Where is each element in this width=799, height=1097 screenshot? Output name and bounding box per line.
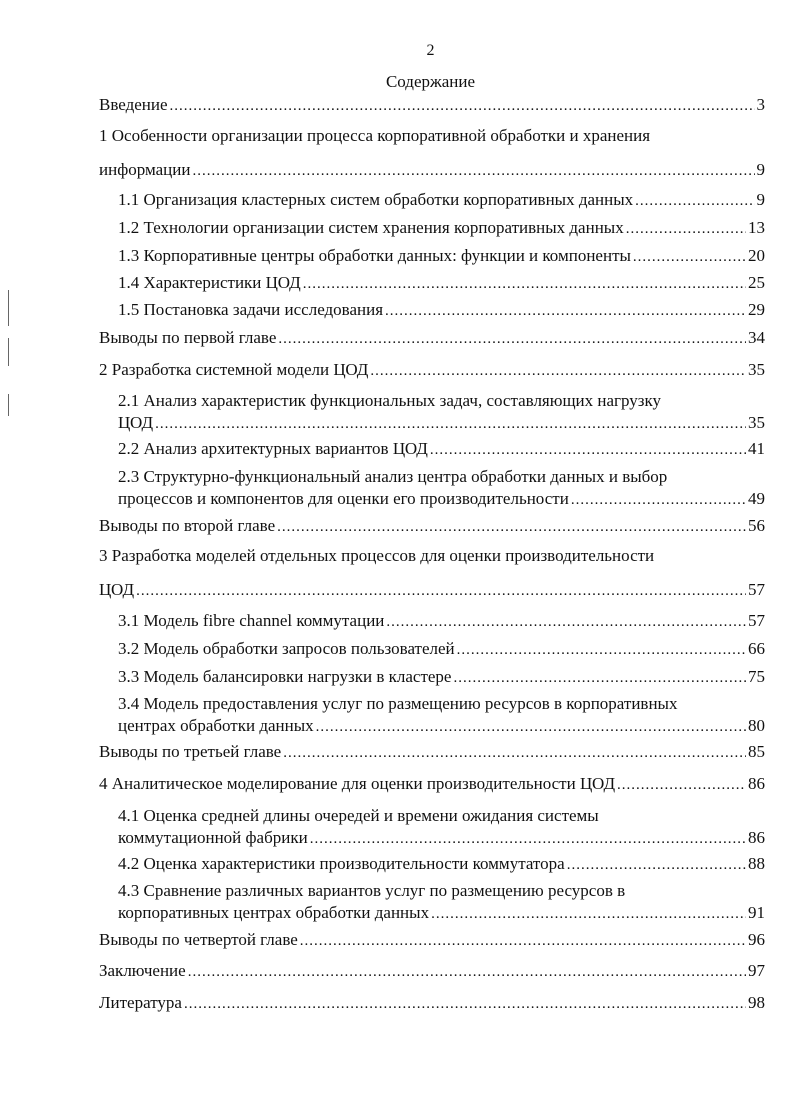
toc-entry-text: 3 Разработка моделей отдельных процессов для оценки производительности — [99, 546, 655, 565]
toc-entry-s4-1 — [118, 805, 765, 849]
toc-entry-s3-3 — [118, 666, 765, 688]
toc-page-number: 96 — [748, 930, 765, 949]
dot-leader — [635, 190, 754, 212]
toc-entry-text: 2.3 Структурно-функциональный анализ центра обработки данных и выбор — [118, 467, 668, 486]
toc-page-number: 35 — [748, 413, 765, 432]
toc-entry-title: Заключение — [99, 961, 186, 980]
toc-entry-title: 4.2 Оценка характеристики производительности коммутатора — [118, 854, 565, 873]
toc-entry-s1-4 — [118, 272, 765, 294]
toc-page-number: 49 — [748, 489, 765, 508]
toc-page-number: 35 — [748, 360, 765, 379]
dot-leader — [633, 246, 746, 268]
toc-entry-title: 3.3 Модель балансировки нагрузки в кластере — [118, 667, 452, 686]
dot-leader — [617, 774, 746, 796]
toc-page-number: 9 — [756, 160, 765, 179]
dot-leader — [316, 716, 746, 738]
toc-entry-title: Выводы по второй главе — [99, 516, 276, 535]
toc-entry-title: 1.1 Организация кластерных систем обработки корпоративных данных — [118, 190, 634, 209]
toc-entry-text: 4.3 Сравнение различных вариантов услуг по размещению ресурсов в — [118, 881, 626, 900]
toc-entry-text: 4.1 Оценка средней длины очередей и времени ожидания системы — [118, 806, 599, 825]
toc-entry-title: Выводы по третьей главе — [99, 742, 282, 761]
toc-entry-title: ЦОД — [118, 413, 154, 432]
toc-entry-title: информации — [99, 160, 191, 179]
toc-entry-concl1 — [99, 327, 765, 349]
toc-entry-title: 3.1 Модель fibre channel коммутации — [118, 611, 385, 630]
toc-entry-conclusion — [99, 960, 765, 982]
dot-leader — [155, 413, 746, 435]
toc-entry-title: Выводы по первой главе — [99, 328, 277, 347]
toc-entry-title: Выводы по четвертой главе — [99, 930, 298, 949]
toc-entry-ch1 — [99, 125, 765, 181]
toc-page-number: 86 — [748, 828, 765, 847]
margin-mark — [8, 338, 9, 366]
dot-leader — [188, 961, 746, 983]
toc-entry-ch2 — [99, 359, 765, 381]
toc-page-number: 20 — [748, 246, 765, 265]
toc-entry-s4-2 — [118, 853, 765, 875]
toc-entry-title: 1.2 Технологии организации систем хранения корпоративных данных — [118, 218, 624, 237]
dot-leader — [136, 580, 746, 602]
toc-entry-title: 3.2 Модель обработки запросов пользователей — [118, 639, 455, 658]
dot-leader — [626, 218, 746, 240]
toc-page-number: 34 — [748, 328, 765, 347]
toc-entry-concl4 — [99, 929, 765, 951]
toc-page-number: 80 — [748, 716, 765, 735]
toc-page-number: 57 — [748, 580, 765, 599]
toc-page-number: 56 — [748, 516, 765, 535]
toc-entry-concl3 — [99, 741, 765, 763]
toc-entry-s1-3 — [118, 245, 765, 267]
toc-page-number: 86 — [748, 774, 765, 793]
toc-entry-text: 3.4 Модель предоставления услуг по размещению ресурсов в корпоративных — [118, 694, 678, 713]
dot-leader — [385, 300, 746, 322]
toc-entry-title: коммутационной фабрики — [118, 828, 308, 847]
dot-leader — [431, 903, 746, 925]
toc-page-number: 41 — [748, 439, 765, 458]
toc-entry-title: 1.5 Постановка задачи исследования — [118, 300, 384, 319]
toc-page-number: 57 — [748, 611, 765, 630]
toc-entry-title: процессов и компонентов для оценки его производительности — [118, 489, 569, 508]
dot-leader — [283, 742, 746, 764]
toc-entry-text: 2.1 Анализ характеристик функциональных задач, составляющих нагрузку — [118, 391, 662, 410]
toc-entry-text: 1 Особенности организации процесса корпоративной обработки и хранения — [99, 126, 651, 145]
toc-entry-title: Введение — [99, 95, 168, 114]
toc-entry-title: 2 Разработка системной модели ЦОД — [99, 360, 369, 379]
dot-leader — [386, 611, 746, 633]
toc-entry-title: Литература — [99, 993, 182, 1012]
dot-leader — [192, 160, 754, 182]
toc-page-number: 29 — [748, 300, 765, 319]
toc-entry-ch4 — [99, 773, 765, 795]
toc-page-number: 85 — [748, 742, 765, 761]
toc-page-number: 66 — [748, 639, 765, 658]
dot-leader — [567, 854, 746, 876]
toc-entry-title: 4 Аналитическое моделирование для оценки производительности ЦОД — [99, 774, 616, 793]
toc-entry-s3-1 — [118, 610, 765, 632]
margin-mark — [8, 394, 9, 416]
toc-entry-title: 1.3 Корпоративные центры обработки данных: функции и компоненты — [118, 246, 631, 265]
page-number: 2 — [426, 42, 435, 59]
toc-page-number: 97 — [748, 961, 765, 980]
dot-leader — [184, 993, 746, 1015]
toc-entry-s2-1 — [118, 390, 765, 434]
dot-leader — [571, 489, 746, 511]
dot-leader — [457, 639, 746, 661]
toc-page-number: 91 — [748, 903, 765, 922]
toc-entry-s1-5 — [118, 299, 765, 321]
toc-entry-s3-4 — [118, 693, 765, 737]
toc-entry-s2-2 — [118, 438, 765, 460]
toc-entry-title: корпоративных центрах обработки данных — [118, 903, 430, 922]
dot-leader — [453, 667, 746, 689]
toc-page-number: 13 — [748, 218, 765, 237]
toc-entry-s1-2 — [118, 217, 765, 239]
toc-entry-title: 1.4 Характеристики ЦОД — [118, 273, 301, 292]
dot-leader — [310, 828, 746, 850]
dot-leader — [278, 328, 746, 350]
toc-entry-intro — [99, 94, 765, 116]
dot-leader — [430, 439, 746, 461]
toc-entry-s1-1 — [118, 189, 765, 211]
toc-entry-title: 2.2 Анализ архитектурных вариантов ЦОД — [118, 439, 428, 458]
toc-entry-ch3 — [99, 545, 765, 601]
dot-leader — [300, 930, 746, 952]
toc-entry-s4-3 — [118, 880, 765, 924]
toc-entry-title: ЦОД — [99, 580, 135, 599]
dot-leader — [277, 516, 746, 538]
toc-entry-literature — [99, 992, 765, 1014]
toc-entry-concl2 — [99, 515, 765, 537]
toc-entry-s2-3 — [118, 466, 765, 510]
toc-page-number: 3 — [756, 95, 765, 114]
toc-page-number: 88 — [748, 854, 765, 873]
toc-title: Содержание — [385, 72, 476, 91]
dot-leader — [170, 95, 755, 117]
toc-page-number: 25 — [748, 273, 765, 292]
dot-leader — [303, 273, 746, 295]
toc-page-number: 75 — [748, 667, 765, 686]
toc-page-number: 9 — [756, 190, 765, 209]
toc-page-number: 98 — [748, 993, 765, 1012]
toc-entry-title: центрах обработки данных — [118, 716, 314, 735]
toc-entry-s3-2 — [118, 638, 765, 660]
margin-mark — [8, 290, 9, 326]
dot-leader — [370, 360, 746, 382]
